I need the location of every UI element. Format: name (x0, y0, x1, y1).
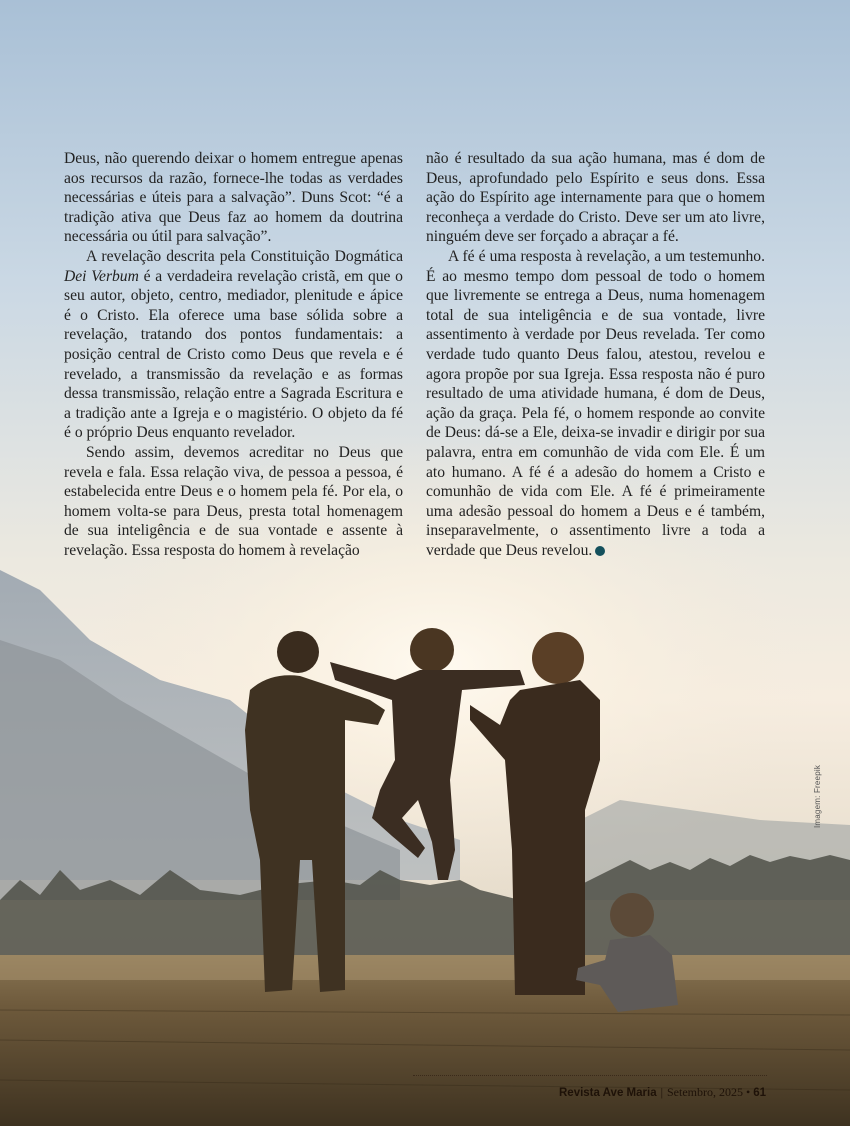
text-run: não é resultado da sua ação humana, mas é dom de Deus, aprofundado pelo Espírito e seus dons. Essa ação do Espírito age internamente para que o homem reconheça a verdade do Cristo. Deve ser um ato livre, ninguém deve ser forçado a abraçar a fé. (426, 150, 765, 246)
magazine-name: Revista Ave Maria (559, 1087, 657, 1099)
footer-bullet: • (746, 1085, 751, 1099)
paragraph (64, 443, 403, 561)
footer-rule (413, 1075, 767, 1076)
page-number: 61 (753, 1087, 766, 1099)
image-credit: Imagem: Freepik (813, 764, 822, 828)
article-column-right (426, 149, 765, 560)
italic-title: Dei Verbum (64, 267, 139, 285)
text-run: é a verdadeira revelação cristã, em que o seu autor, objeto, centro, mediador, plenitude e ápice é o Cristo. Ela oferece uma base sólida sobre a revelação, tratando dos pontos fundamentais: a posição central de Cristo como Deus que revela e é revelado, a transmissão da revelação e as formas dessa transmissão, relação entre a Sagrada Escritura e a tradição ante a Igreja e o magistério. O objeto da fé é o próprio Deus enquanto revelador. (64, 267, 403, 442)
article-end-mark (595, 546, 605, 556)
footer-separator: | (660, 1085, 663, 1099)
paragraph (64, 149, 403, 247)
text-run: A revelação descrita pela Constituição Dogmática (86, 247, 403, 265)
page-footer (559, 1085, 766, 1100)
text-run: A fé é uma resposta à revelação, a um testemunho. É ao mesmo tempo dom pessoal de todo o homem que livremente se entrega a Deus, numa homenagem total de sua inteligência e de sua vontade, livre assentimento à verdade por Deus revelada. Ter como verdade tudo quanto Deus falou, atestou, revelou e agora propõe por sua Igreja. Essa resposta não é puro resultado de uma atividade humana, é dom de Deus, ação da graça. Pela fé, o homem responde ao convite de Deus: dá-se a Ele, deixa-se invadir e dirigir por sua palavra, entra em comunhão de vida com Ele. É um ato humano. A fé é a adesão do homem a Cristo e comunhão de vida com Ele. A fé é primeiramente uma adesão pessoal do homem a Deus e é também, inseparavelmente, o assentimento livre a toda a verdade que Deus revelou. (426, 247, 765, 559)
paragraph (426, 247, 765, 561)
text-run: Deus, não querendo deixar o homem entregue apenas aos recursos da razão, fornece-lhe todas as verdades necessárias e úteis para a salvação”. Duns Scot: “é a tradição ativa que Deus faz ao homem da doutrina necessária ou útil para salvação”. (64, 150, 403, 246)
article-column-left (64, 149, 403, 560)
paragraph (426, 149, 765, 247)
text-run: Sendo assim, devemos acreditar no Deus que revela e fala. Essa relação viva, de pessoa a pessoa, é estabelecida entre Deus e o homem pela fé. Por ela, o homem volta-se para Deus, presta total homenagem de sua inteligência e de sua vontade e assente à revelação. Essa resposta do homem à revelação (64, 443, 403, 559)
paragraph (64, 247, 403, 443)
issue-date: Setembro, 2025 (667, 1085, 743, 1099)
